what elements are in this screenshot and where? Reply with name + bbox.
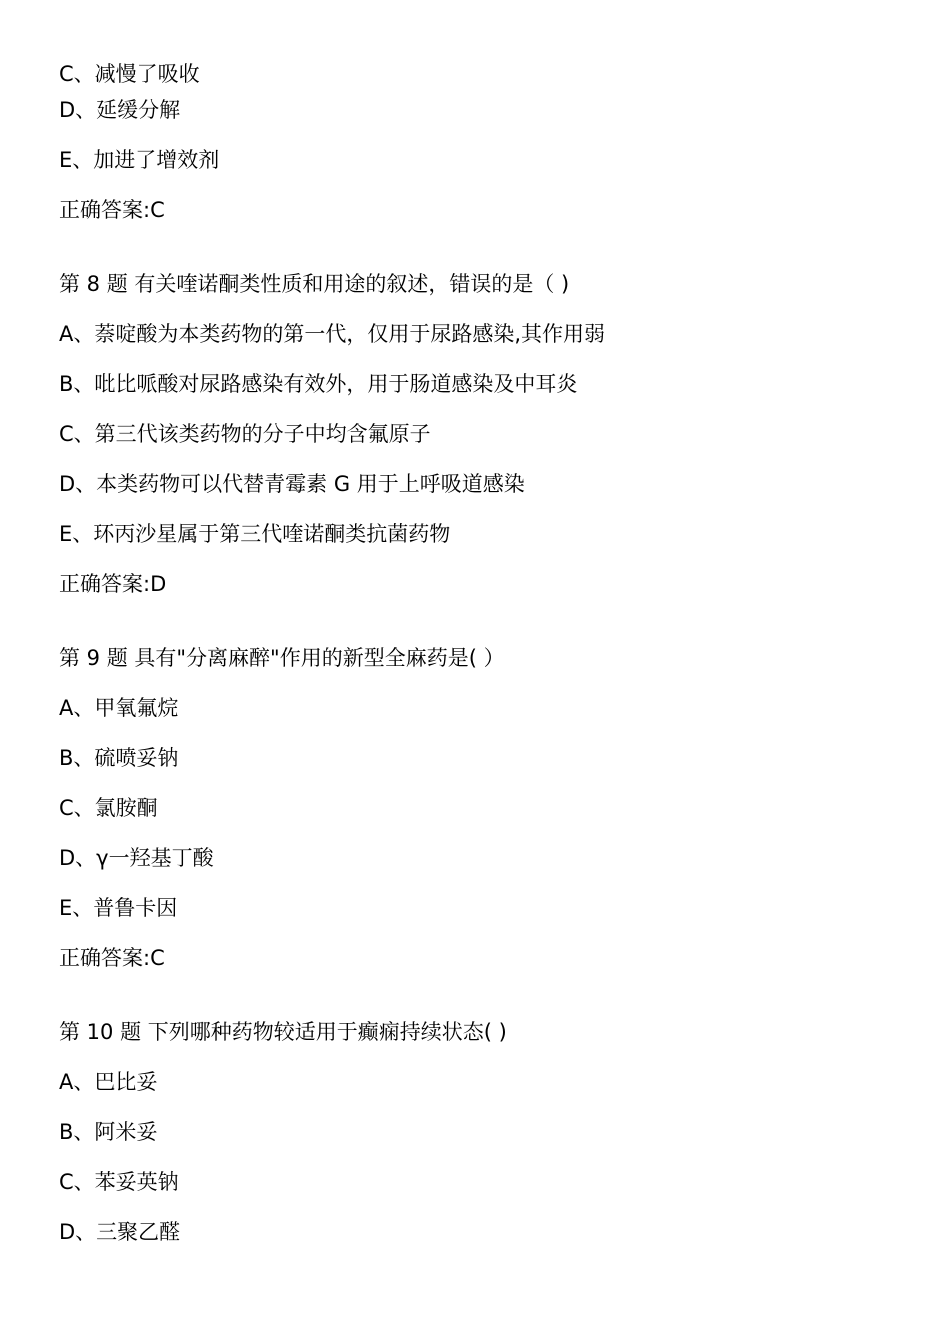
q8-option-a: A、萘啶酸为本类药物的第一代，仅用于尿路感染,其作用弱 [59,322,606,346]
q10-option-d: D、三聚乙醛 [59,1220,181,1244]
q8-option-c: C、第三代该类药物的分子中均含氟原子 [59,422,431,446]
q9-option-d: D、γ一羟基丁酸 [59,846,214,870]
q9-option-e: E、普鲁卡因 [59,896,178,920]
q8-answer: 正确答案:D [59,572,167,596]
q8-option-d: D、本类药物可以代替青霉素 G 用于上呼吸道感染 [59,472,525,496]
q9-option-a: A、甲氧氟烷 [59,696,179,720]
q7-option-e: E、加进了增效剂 [59,148,220,172]
q7-option-c: C、减慢了吸收 [59,62,200,86]
q9-option-c: C、氯胺酮 [59,796,158,820]
q9-option-b: B、硫喷妥钠 [59,746,179,770]
q7-option-d: D、延缓分解 [59,98,181,122]
q9-answer: 正确答案:C [59,946,165,970]
q7-answer: 正确答案:C [59,198,165,222]
q8-option-b: B、吡比哌酸对尿路感染有效外，用于肠道感染及中耳炎 [59,372,578,396]
q8-option-e: E、环丙沙星属于第三代喹诺酮类抗菌药物 [59,522,451,546]
q10-option-b: B、阿米妥 [59,1120,158,1144]
q9-question: 第 9 题 具有"分离麻醉"作用的新型全麻药是( ） [59,646,505,670]
q10-option-c: C、苯妥英钠 [59,1170,179,1194]
q10-option-a: A、巴比妥 [59,1070,158,1094]
q8-question: 第 8 题 有关喹诺酮类性质和用途的叙述，错误的是（ ) [59,272,570,296]
q10-question: 第 10 题 下列哪种药物较适用于癫痫持续状态( ) [59,1020,507,1044]
